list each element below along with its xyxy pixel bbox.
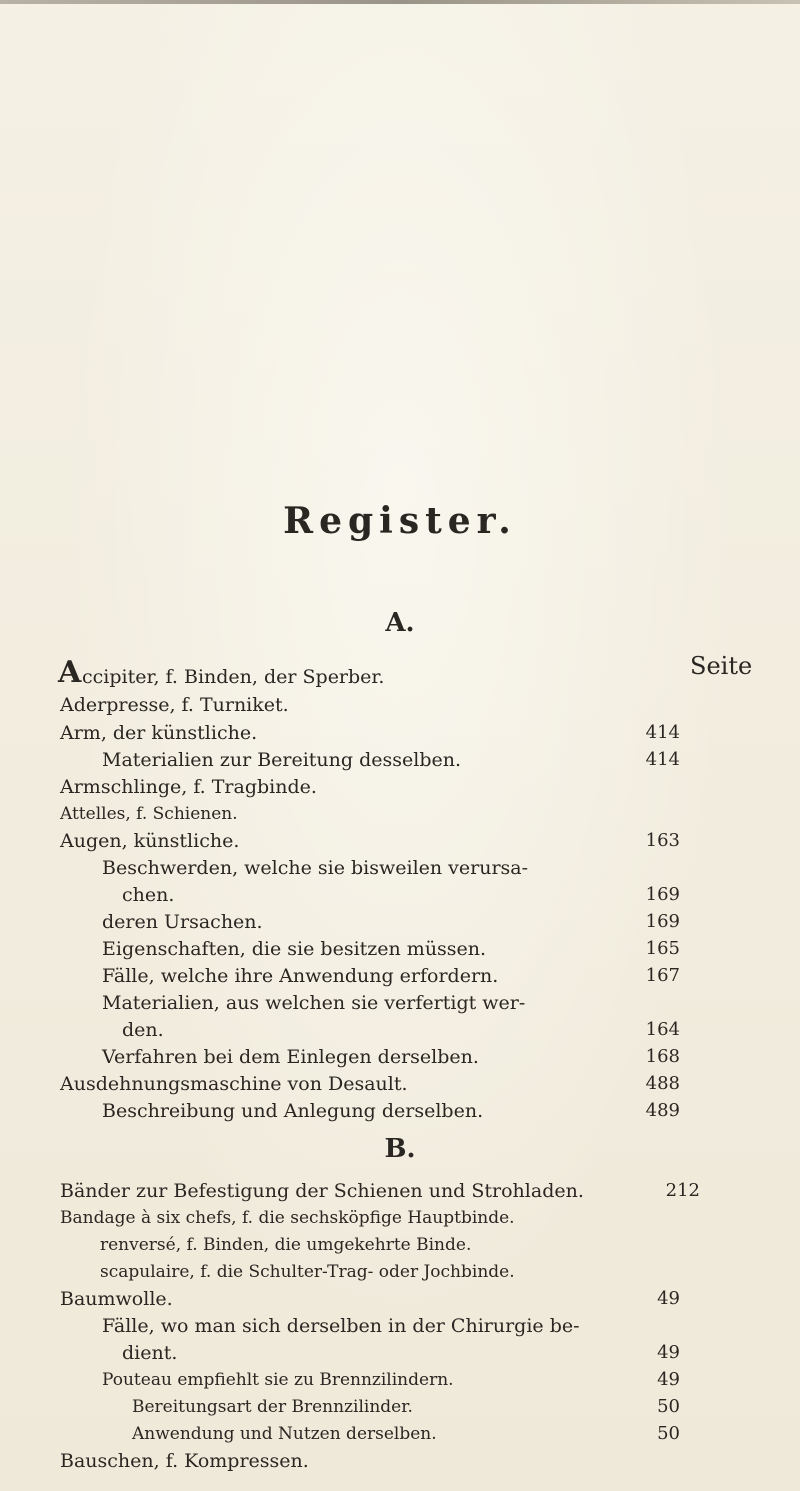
entry-text: den. [122,1019,164,1041]
entry-page: 212 [665,1180,700,1201]
entry-text: Baumwolle. [60,1288,173,1310]
entry-text: Armschlinge, f. Tragbinde. [60,776,317,798]
index-entry [0,1015,800,1045]
index-entry [0,1069,800,1099]
entry-page: 168 [645,1046,680,1067]
index-entry [0,988,800,1018]
entry-text: Bandage à six chefs, f. die sechsköpfige Hauptbinde. [60,1208,515,1228]
entry-text: Materialien zur Bereitung desselben. [102,749,462,771]
index-entry [0,1176,800,1206]
entry-page: 488 [645,1073,680,1094]
entry-page: 50 [657,1396,680,1417]
index-entry [0,934,800,964]
index-entry [0,1284,800,1314]
entry-text: Ausdehnungsmaschine von Desault. [60,1073,408,1095]
entry-text: Beschreibung und Anlegung derselben. [102,1100,484,1122]
index-entry [0,1419,800,1449]
index-entry [0,880,800,910]
entry-text: renversé, f. Binden, die umgekehrte Binde. [100,1235,472,1255]
entry-text: Fälle, welche ihre Anwendung erfordern. [102,965,499,987]
page-column-label: Seite [690,652,753,680]
index-entry [0,1230,800,1260]
entry-page: 163 [645,830,680,851]
entry-text: Augen, künstliche. [60,830,240,852]
index-entry [0,1392,800,1422]
entry-text: Anwendung und Nutzen derselben. [132,1424,437,1444]
index-entry [0,826,800,856]
entry-text: dient. [122,1342,178,1364]
entry-page: 49 [657,1288,680,1309]
entry-text: Arm, der künstliche. [60,722,258,744]
page-top-edge [0,0,800,4]
index-entry [0,718,800,748]
entry-text: Eigenschaften, die sie besitzen müssen. [102,938,487,960]
entry-text: Fälle, wo man sich derselben in der Chirurgie be- [102,1315,580,1337]
entry-text: Aderpresse, f. Turniket. [60,694,289,716]
index-entry [0,853,800,883]
section-heading-b: B. [384,1134,416,1164]
index-entry [0,655,800,692]
index-entry [0,907,800,937]
entry-text: Bereitungsart der Brennzilinder. [132,1397,413,1417]
index-entry [0,799,800,829]
index-entry [0,1203,800,1233]
index-entry [0,1096,800,1126]
entry-text: Materialien, aus welchen sie verfertigt wer- [102,992,526,1014]
entry-text: Bauschen, f. Kompressen. [60,1450,309,1472]
entry-text: chen. [122,884,175,906]
entry-page: 164 [645,1019,680,1040]
index-entry [0,1042,800,1072]
entry-text: Attelles, f. Schienen. [60,804,238,824]
index-entry [0,1257,800,1287]
index-entry [0,1338,800,1368]
entry-page: 414 [645,749,680,770]
index-entry [0,745,800,775]
entry-page: 50 [657,1423,680,1444]
index-entry [0,961,800,991]
entry-text: Pouteau empfiehlt sie zu Brennzilindern. [102,1370,454,1390]
section-heading-a: A. [385,608,415,638]
index-entry [0,1446,800,1476]
entry-page: 414 [645,722,680,743]
entry-page: 167 [645,965,680,986]
index-entry [0,1311,800,1341]
entry-text: Verfahren bei dem Einlegen derselben. [102,1046,479,1068]
entry-page: 49 [657,1369,680,1390]
entry-text: ccipiter, f. Binden, der Sperber. [82,666,385,688]
entry-text: Bänder zur Befestigung der Schienen und Strohladen. [60,1180,584,1202]
entry-page: 489 [645,1100,680,1121]
index-entry [0,690,800,720]
entry-text: Beschwerden, welche sie bisweilen verursa- [102,857,529,879]
entry-text: deren Ursachen. [102,911,263,933]
entry-page: 169 [645,911,680,932]
index-entry [0,1365,800,1395]
index-entry [0,772,800,802]
initial-letter: A [58,655,82,690]
entry-page: 49 [657,1342,680,1363]
page-title: Register. [283,500,517,542]
entry-page: 165 [645,938,680,959]
entry-text: scapulaire, f. die Schulter-Trag- oder Jochbinde. [100,1262,515,1282]
entry-page: 169 [645,884,680,905]
